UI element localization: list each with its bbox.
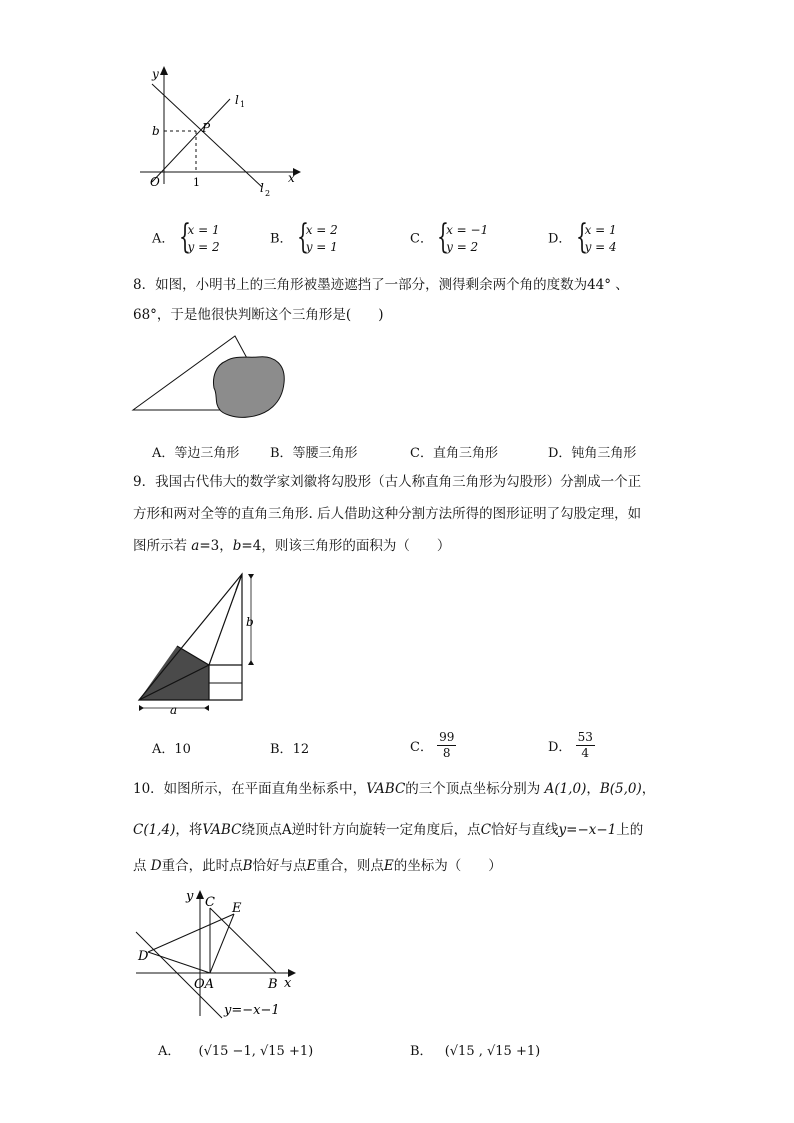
option-letter: D． (548, 231, 572, 247)
option-letter: C． (410, 231, 433, 247)
option-letter: B． (410, 1044, 433, 1059)
q9-option-b[interactable] (270, 738, 309, 757)
fraction-denominator: 8 (442, 746, 451, 760)
point-b-label: B (268, 977, 278, 992)
q8-ink-triangle (130, 333, 290, 418)
option-value: (√15 −1, √15 +1) (198, 1044, 314, 1059)
var-e: E (306, 858, 317, 874)
var-e: E (383, 858, 394, 874)
equation-system: { x = 2 y = 1 (296, 217, 338, 257)
line-equation: y=−x−1 (558, 822, 617, 838)
origin-label: O (150, 175, 160, 189)
point-e-label: E (232, 901, 242, 916)
system-line: y = 4 (584, 240, 617, 254)
q7-option-d[interactable] (548, 217, 617, 257)
option-letter: C． (410, 740, 433, 755)
point-c: C(1,4) (133, 822, 176, 838)
option-value: 12 (292, 742, 310, 757)
q10-text: 上的 (616, 822, 644, 838)
q10-text: ， (586, 781, 600, 797)
system-line: x = −1 (446, 223, 489, 237)
system-line: y = 2 (446, 240, 479, 254)
q9-stem-line3 (133, 537, 450, 555)
l1-sub: 1 (240, 100, 246, 109)
var-c: C (480, 822, 492, 838)
origin-a-label: OA (194, 977, 215, 992)
equation-system: { x = 1 y = 2 (178, 217, 220, 257)
fraction-numerator: 53 (577, 730, 593, 744)
system-line: y = 1 (305, 240, 338, 254)
option-letter: B． (270, 742, 293, 757)
option-letter: A． (152, 231, 175, 247)
q9-option-d[interactable] (548, 730, 595, 761)
l2-label: l (260, 181, 264, 195)
q8-option-d[interactable]: D．钝角三角形 (548, 446, 637, 461)
system-line: x = 1 (584, 223, 617, 237)
q10-text: 恰好与直线 (491, 822, 559, 838)
l1-label: l (235, 93, 239, 107)
option-letter: B． (270, 231, 293, 247)
x-axis-label: x (284, 976, 292, 991)
q10-text: ， (641, 781, 656, 797)
point-c-label: C (205, 895, 215, 910)
fraction-denominator: 4 (581, 746, 590, 760)
q8-stem-line1: 8．如图，小明书上的三角形被墨迹遮挡了一部分，测得剩余两个角的度数为44° 、 (133, 277, 629, 293)
option-value: 10 (174, 742, 191, 757)
var-b: B (242, 858, 253, 874)
q10-text: 重合，此时点 (161, 858, 243, 874)
fraction-numerator: 99 (439, 730, 455, 744)
q10-text: 的坐标为（ ） (393, 858, 502, 874)
q8-option-c[interactable]: C．直角三角形 (410, 446, 498, 461)
var-d: D (150, 858, 162, 874)
q10-text: 10．如图所示，在平面直角坐标系中， (133, 781, 367, 797)
option-letter: A． (158, 1044, 181, 1059)
q9-option-a[interactable] (152, 738, 191, 757)
x-axis-label: x (288, 171, 295, 185)
a-dimension-label: a (170, 703, 178, 716)
point-d-label: D (138, 949, 149, 964)
option-letter: A． (152, 742, 175, 757)
q9-text: 图所示若 (133, 538, 192, 554)
fraction (437, 730, 456, 761)
system-line: y = 2 (187, 240, 220, 254)
point-a: A(1,0) (544, 781, 587, 797)
q9-text: =3， (199, 538, 233, 554)
tick-1-label: 1 (193, 176, 200, 189)
q10-figure (130, 884, 300, 1024)
q8-option-a[interactable]: A．等边三角形 (152, 446, 240, 461)
q10-text: 的三个顶点坐标分别为 (405, 781, 545, 797)
q9-option-c[interactable] (410, 730, 456, 761)
system-line: x = 2 (305, 223, 338, 237)
q10-option-b[interactable] (410, 1040, 540, 1059)
q10-option-a[interactable] (158, 1040, 313, 1059)
q9-figure (130, 566, 255, 716)
q7-option-b[interactable] (270, 217, 338, 257)
q8-option-b[interactable]: B．等腰三角形 (270, 446, 358, 461)
y-axis-label: y (186, 889, 194, 904)
var-a: a (191, 538, 200, 554)
triangle-symbol: VABC (202, 822, 242, 838)
b-label: b (152, 124, 160, 138)
q7-option-c[interactable] (410, 217, 489, 257)
l2-sub: 2 (265, 189, 271, 198)
fraction (576, 730, 595, 761)
equation-system: { x = 1 y = 4 (575, 217, 617, 257)
q10-stem-line2 (133, 821, 643, 839)
q7-graph (130, 62, 310, 202)
q8-stem-line2: 68°，于是他很快判断这个三角形是( ) (133, 307, 384, 323)
q10-text: 点 (133, 858, 151, 874)
q10-stem-line3 (133, 857, 502, 875)
triangle-symbol: VABC (366, 781, 406, 797)
q10-text: 绕顶点A逆时针方向旋转一定角度后，点 (241, 822, 481, 838)
q10-text: 重合，则点 (316, 858, 384, 874)
p-label: P (202, 121, 211, 135)
equation-system: { x = −1 y = 2 (437, 217, 489, 257)
y-axis-label: y (152, 67, 159, 81)
option-value: (√15 , √15 +1) (444, 1044, 541, 1059)
point-b: B(5,0) (599, 781, 642, 797)
q9-text: =4，则该三角形的面积为（ ） (241, 538, 451, 554)
b-dimension-label: b (246, 615, 254, 629)
q9-stem-line2: 方形和两对全等的直角三角形. 后人借助这种分割方法所得的图形证明了勾股定理，如 (133, 506, 642, 522)
q10-text: ，将 (175, 822, 203, 838)
q9-stem-line1: 9．我国古代伟大的数学家刘徽将勾股形（古人称直角三角形为勾股形）分割成一个正 (133, 474, 642, 490)
system-line: x = 1 (187, 223, 220, 237)
q10-stem-line1 (133, 780, 655, 798)
q7-option-a[interactable] (152, 217, 220, 257)
line-equation-label: y=−x−1 (224, 1003, 280, 1018)
option-letter: D． (548, 740, 572, 755)
var-b: b (232, 538, 242, 554)
q10-text: 恰好与点 (252, 858, 307, 874)
